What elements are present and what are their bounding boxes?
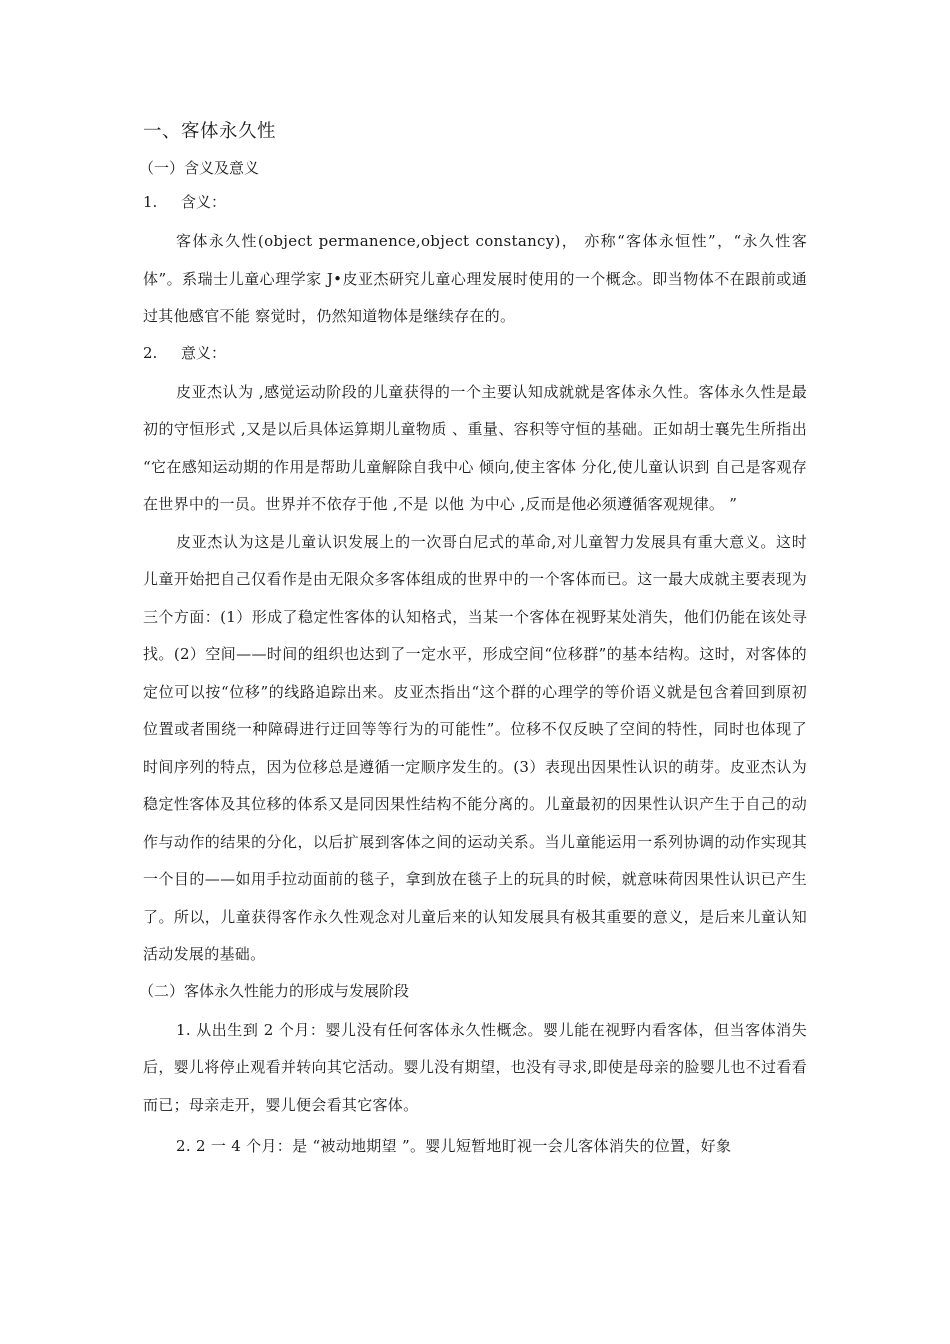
item-definition [143, 189, 807, 215]
paragraph-stage-2: 2. 2 一 4 个月：是 “被动地期望 ”。婴儿短暂地盯视一会儿客体消失的位置，好象 [176, 1137, 732, 1155]
paragraph-significance: 皮亚杰认为 ,感觉运动阶段的儿童获得的一个主要认知成就就是客体永久性。客体永久性是最初的守恒形式 ,又是以后具体运算期儿童物质 、重量、容积等守恒的基础。正如胡士襄先生所指出 “它在感知运动期的作用是帮助儿童解除自我中心 倾向,使主客体 分化,使儿童认识到 自己是客观存在世界中的一员。世界并不依存于他 ,不是 以他 为中心 ,反而是他必须遵循客观规律。 ” [143, 382, 807, 513]
subsection-heading-stages: （二）客体永久性能力的形成与发展阶段 [139, 981, 410, 1000]
paragraph-definition: 客体永久性(object permanence,object constancy)， 亦称“客体永恒性”，“永久性客体”。系瑞士儿童心理学家 J•皮亚杰研究儿童心理发展时使用的一个概念。即当物体不在跟前或通过其他感官不能 察觉时，仍然知道物体是继续存在的。 [143, 232, 807, 325]
item-label: 含义： [181, 193, 227, 211]
item-number: 1. [143, 193, 158, 211]
item-significance [143, 340, 807, 366]
paragraph-revolution: 皮亚杰认为这是儿童认识发展上的一次哥白尼式的革命,对儿童智力发展具有重大意义。这时儿童开始把自己仅看作是由无限众多客体组成的世界中的一个客体而已。这一最大成就主要表现为三个方面：(1）形成了稳定性客体的认知格式，当某一个客体在视野某处消失，他们仍能在该处寻找。(2）空间——时间的组织也达到了一定水平，形成空间“位移群”的基本结构。这时，对客体的定位可以按“位移”的线路追踪出来。皮亚杰指出“这个群的心理学的等价语义就是包含着回到原初位置或者围绕一种障碍进行迂回等等行为的可能性”。位移不仅反映了空间的特性，同时也体现了时间序列的特点，因为位移总是遵循一定顺序发生的。(3）表现出因果性认识的萌芽。皮亚杰认为稳定性客体及其位移的体系又是同因果性结构不能分离的。儿童最初的因果性认识产生于自己的动作与动作的结果的分化，以后扩展到客体之间的运动关系。当儿童能运用一系列协调的动作实现其一个目的——如用手拉动面前的毯子，拿到放在毯子上的玩具的时候，就意味荷因果性认识已产生了。所以，儿童获得客作永久性观念对儿童后来的认知发展具有极其重要的意义，是后来儿童认知活动发展的基础。 [143, 532, 807, 963]
document-body [139, 115, 807, 1166]
paragraph-stage-1: 1. 从出生到 2 个月：婴儿没有任何客体永久性概念。婴儿能在视野内看客体，但当客体消失后，婴儿将停止观看并转向其它活动。婴儿没有期望，也没有寻求,即使是母亲的脸婴儿也不过看看而已；母亲走开，婴儿便会看其它客体。 [143, 1020, 807, 1114]
section-title: 一、客体永久性 [143, 121, 277, 142]
item-number: 2. [143, 343, 158, 362]
item-label: 意义： [181, 343, 227, 362]
subsection-heading-meaning: （一）含义及意义 [139, 159, 260, 177]
